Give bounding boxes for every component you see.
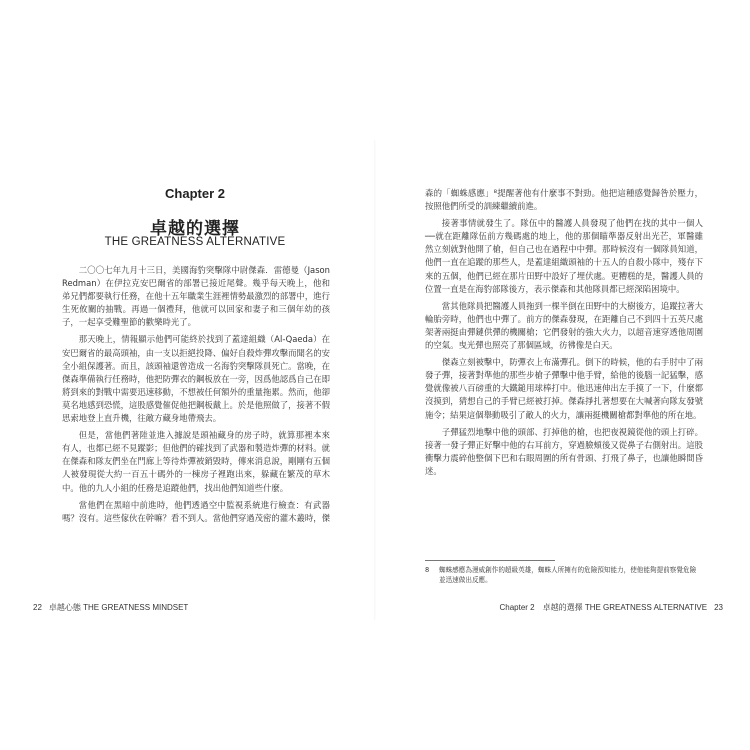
footnote-mark: 8: [425, 566, 430, 574]
footnote-text: 蜘蛛感應為漫威創作的超級英雄，蜘蛛人所擁有的危險預知能力，使他能夠提前察覺危險並迅速做出反應。: [439, 566, 697, 584]
paragraph: 森的「蜘蛛感應」⁸提醒著他有什麼事不對勁。他把這種感覺歸咎於壓力，按照他們所受的訓練繼續前進。: [425, 188, 703, 212]
chapter-subtitle: THE GREATNESS ALTERNATIVE: [104, 236, 286, 248]
footnote-rule: [425, 560, 555, 561]
paragraph: 傑森立刻被擊中，防彈衣上布滿彈孔。倒下的時候，他的右手肘中了兩發子彈，接著對準他的那些步槍子彈擊中他手臂，給他的後腦一記猛擊，感覺就像被八百磅重的大鐵鎚用球棒打中。他迅速伸出左手摸了一下，什麼都沒摸到，猜想自己的手臂已經被打掉。傑森掙扎著想要在大喊著向隊友發號施令；結果這個舉動吸引了敵人的火力，讓兩挺機關槍都對準他的所在地。: [425, 357, 703, 420]
page-number: 22: [33, 603, 42, 612]
running-head: Chapter 2 卓越的選擇 THE GREATNESS ALTERNATIVE: [499, 603, 708, 612]
running-head: 卓越心態 THE GREATNESS MINDSET: [48, 603, 189, 612]
right-page-footer: [499, 602, 723, 613]
paragraph: 接著事情就發生了。隊伍中的醫護人員發現了他們在找的其中一個人──就在距離隊伍前方幾碼處的地上，他的那個瞄準器反射出光芒，軍醫雖然立刻就對他開了槍，但自己也在過程中中彈。那時候沒有一個隊員知道，他們一直在追蹤的那些人，是蓋達組織頭袖的十五人的自殺小隊中，殘存下來的五個，他們已經在那片田野中設好了埋伏處。更糟糕的是，醫護人員的位置一直是在海豹部隊後方，表示傑森和其他隊員都已經深陷困境中。: [425, 218, 703, 294]
chapter-title: 卓越的選擇: [150, 219, 240, 239]
paragraph: 但是，當他們著陸並進入據說是頭袖藏身的房子時，就算那裡本來有人，也都已經不見蹤影；但他們的確找到了武器和製造炸彈的材料。就在傑森和隊友們坐在門廊上等待炸彈被銷毀時，傳來消息說，剛剛有五個人被發現從大約一百五十碼外的一棟房子裡跑出來，躲藏在繁茂的草木中。他的九人小組的任務是追蹤他們，找出他們知道些什麼。: [62, 430, 330, 493]
left-page-body: [62, 264, 330, 529]
right-page: [375, 0, 750, 750]
paragraph: 二〇〇七年九月十三日，美國海豹突擊隊中尉傑森．雷德曼（Jason Redman）在伊拉克安巴爾省的部署已接近尾聲。幾乎每天晚上，他和弟兄們都要執行任務，在他十五年職業生涯裡情勢最激烈的部署中，進行生死攸關的抽戰。再過一個禮拜，他就可以回家和妻子和三個年幼的孩子，一起享受難聖節的歡樂時光了。: [62, 265, 330, 328]
paragraph: 子彈猛烈地擊中他的頭部、打掉他的槍，也把夜視鏡從他的頭上打碎。接著一發子彈正好擊中他的右耳前方，穿過臉頰後又從鼻子右側射出。這股衝擊力震碎他整個下巴和右眼周圍的所有骨頭、打飛了鼻子，也讓他瞬間昏迷。: [425, 426, 703, 476]
paragraph: 那天晚上，情報顯示他們可能終於找到了蓋達組織（Al-Qaeda）在安巴爾省的最高頭袖，由一支以拒絕投降、偏好自殺炸彈攻擊而聞名的安全小組保護著。而且，該頭袖還曾造成一名海豹突擊隊員死亡。當晚，在傑森準備執行任務時，他把防彈衣的鋼板放在一旁，因爲他認爲自己在即將到來的對戰中需要迅速移動，不想被任何額外的重量拖累。然而，他卻莫名地感到恐慌，這股感覺催促他把鋼板戴上。於是他照做了，接著不假思索地登上直升機，往敵方藏身地帶飛去。: [62, 334, 330, 424]
footnote: [425, 565, 701, 585]
paragraph: 當他們在黑暗中前進時，他們透過空中監視系統進行檢查：有武器嗎？沒有。這些傢伙在幹嘛？看不到人。當他們穿過茂密的灌木叢時，傑: [62, 499, 330, 523]
right-page-body: [425, 187, 703, 482]
page-number: 23: [714, 603, 723, 612]
chapter-label: Chapter 2: [165, 186, 225, 201]
paragraph: 當其他隊員把醫護人員拖到一棵半倒在田野中的大樹後方，追蹤拉著大輪胎旁時，他們也中彈了。前方的傑森發現，在距離自己不到四十五英尺處架著兩挺由彈鏈供彈的機關槍；它們發射的強大火力，以超音速穿透他周圍的空氣。曳光彈也照亮了那個區域，彷彿像是白天。: [425, 300, 703, 351]
left-page-footer: [33, 602, 188, 613]
